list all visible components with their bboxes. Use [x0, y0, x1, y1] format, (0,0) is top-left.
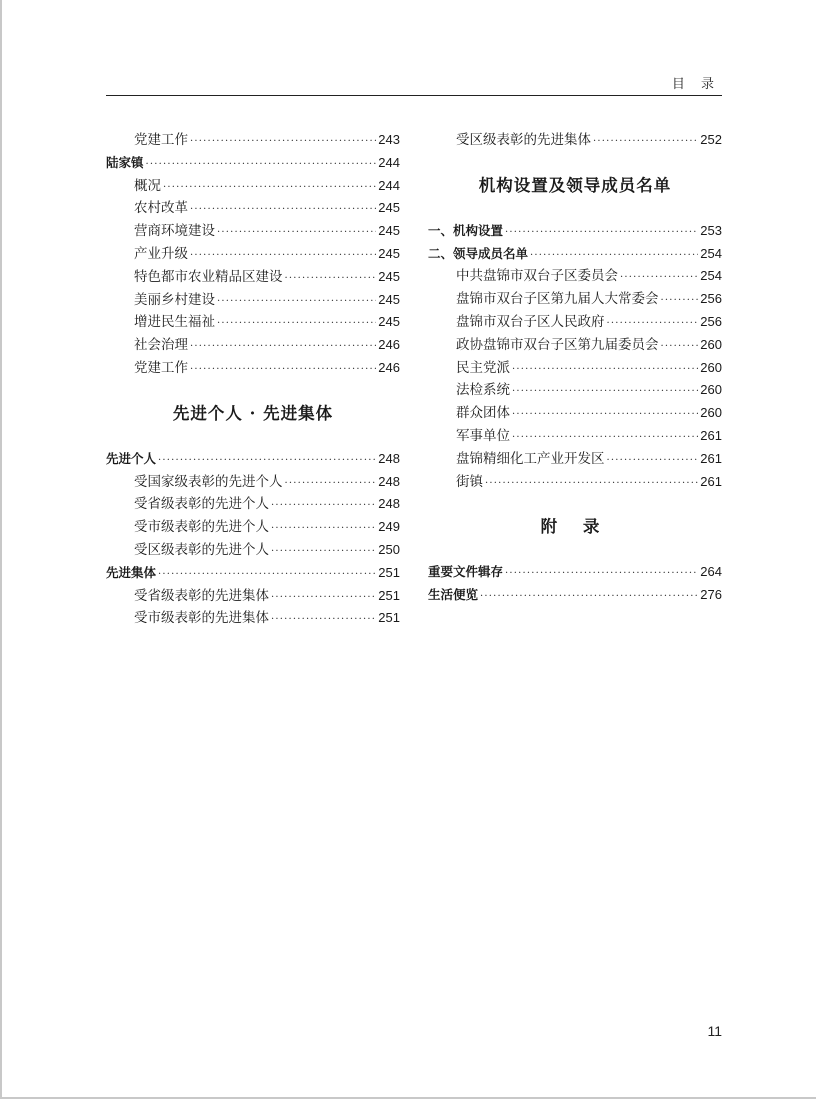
toc-entry-page: 246	[378, 337, 400, 353]
toc-block	[428, 220, 722, 494]
toc-entry[interactable]	[106, 311, 400, 334]
toc-entry-label: 受市级表彰的先进集体	[134, 610, 269, 627]
toc-entry[interactable]	[106, 562, 400, 585]
dot-leader	[217, 313, 376, 336]
toc-entry-page: 245	[378, 245, 400, 261]
toc-entry-label: 特色都市农业精品区建设	[134, 268, 283, 285]
dot-leader	[217, 222, 376, 245]
toc-entry-page: 243	[378, 132, 400, 147]
toc-entry-page: 260	[700, 382, 722, 398]
toc-entry[interactable]	[428, 357, 722, 380]
toc-entry-label: 中共盘锦市双台子区委员会	[456, 268, 618, 285]
dot-leader	[271, 541, 376, 564]
toc-entry-page: 260	[700, 405, 722, 421]
dot-leader	[607, 450, 699, 473]
toc-entry-label: 概况	[134, 177, 161, 194]
toc-entry[interactable]	[106, 175, 400, 198]
toc-entry-page: 256	[700, 313, 722, 329]
toc-entry[interactable]	[106, 152, 400, 175]
dot-leader	[505, 563, 698, 586]
toc-entry-page: 245	[378, 268, 400, 284]
toc-entry[interactable]	[106, 585, 400, 608]
dot-leader	[271, 609, 376, 632]
toc-entry[interactable]	[106, 129, 400, 152]
dot-leader	[512, 404, 698, 427]
dot-leader	[505, 222, 698, 245]
toc-entry-page: 261	[700, 427, 722, 443]
toc-entry-page: 245	[378, 223, 400, 239]
toc-entry[interactable]	[106, 357, 400, 380]
dot-leader	[285, 268, 377, 291]
toc-entry-label: 盘锦市双台子区第九届人大常委会	[456, 291, 659, 308]
section-title-advanced: 先进个人 · 先进集体	[172, 403, 334, 423]
toc-entry-page: 245	[378, 291, 400, 307]
dot-leader	[512, 381, 698, 404]
toc-entry[interactable]	[106, 197, 400, 220]
dot-leader	[217, 291, 376, 314]
toc-entry-label: 军事单位	[456, 427, 510, 444]
toc-entry-label: 受区级表彰的先进个人	[134, 541, 269, 558]
toc-entry-label: 法检系统	[456, 382, 510, 399]
toc-entry[interactable]	[428, 129, 722, 152]
dot-leader	[661, 336, 699, 359]
toc-entry-label: 美丽乡村建设	[134, 291, 215, 308]
toc-entry-page: 251	[378, 564, 400, 580]
toc-entry[interactable]	[428, 265, 722, 288]
page-frame-left	[0, 0, 2, 1099]
dot-leader	[512, 427, 698, 450]
toc-entry[interactable]	[106, 539, 400, 562]
toc-entry-label: 受省级表彰的先进个人	[134, 496, 269, 513]
toc-entry-label: 受国家级表彰的先进个人	[134, 473, 283, 490]
toc-entry-page: 248	[378, 450, 400, 466]
toc-entry-label: 党建工作	[134, 132, 188, 148]
toc-entry[interactable]	[106, 266, 400, 289]
dot-leader	[158, 564, 376, 587]
dot-leader	[190, 245, 376, 268]
toc-entry[interactable]	[106, 243, 400, 266]
toc-entry-page: 260	[700, 336, 722, 352]
section-title-organization: 机构设置及领导成员名单	[478, 175, 672, 195]
page-number: 11	[707, 1023, 722, 1039]
toc-entry-label: 街镇	[456, 473, 483, 490]
toc-entry[interactable]	[428, 425, 722, 448]
dot-leader	[530, 245, 698, 268]
dot-leader	[190, 131, 376, 154]
toc-block	[428, 129, 722, 152]
toc-entry[interactable]	[106, 471, 400, 494]
toc-entry-page: 248	[378, 473, 400, 489]
dot-leader	[512, 359, 698, 382]
dot-leader	[593, 131, 698, 154]
toc-entry-label: 民主党派	[456, 359, 510, 376]
toc-entry[interactable]	[106, 516, 400, 539]
toc-entry[interactable]	[106, 334, 400, 357]
toc-entry-page: 253	[700, 222, 722, 238]
toc-entry-label: 社会治理	[134, 337, 188, 354]
dot-leader	[146, 154, 376, 177]
toc-entry-page: 245	[378, 314, 400, 330]
toc-block	[106, 448, 400, 630]
toc-entry[interactable]	[428, 448, 722, 471]
dot-leader	[271, 587, 376, 610]
toc-entry[interactable]	[428, 379, 722, 402]
toc-entry-label: 产业升级	[134, 245, 188, 262]
toc-entry-label: 一、机构设置	[428, 222, 504, 238]
toc-entry-page: 252	[700, 132, 722, 147]
toc-entry[interactable]	[428, 402, 722, 425]
dot-leader	[190, 336, 376, 359]
toc-entry-page: 260	[700, 359, 722, 375]
toc-entry-page: 261	[700, 450, 722, 466]
dot-leader	[285, 473, 377, 496]
toc-entry-page: 256	[700, 291, 722, 307]
toc-entry-label: 先进个人	[106, 450, 157, 466]
toc-entry-page: 261	[700, 473, 722, 489]
toc-entry-page: 250	[378, 541, 400, 557]
toc-entry[interactable]	[106, 493, 400, 516]
toc-entry[interactable]	[106, 289, 400, 312]
toc-block	[428, 561, 722, 607]
toc-entry-label: 受区级表彰的先进集体	[456, 132, 591, 148]
toc-entry-page: 251	[378, 587, 400, 603]
toc-block	[106, 129, 400, 380]
toc-entry[interactable]	[428, 243, 722, 266]
toc-entry[interactable]	[428, 561, 722, 584]
toc-entry-label: 陆家镇	[106, 154, 144, 170]
toc-entry-page: 254	[700, 245, 722, 261]
toc-entry-label: 生活便览	[428, 587, 479, 603]
dot-leader	[271, 495, 376, 518]
dot-leader	[607, 313, 699, 336]
toc-entry[interactable]	[428, 311, 722, 334]
toc-entry-label: 增进民生福祉	[134, 314, 215, 331]
dot-leader	[163, 177, 376, 200]
header-rule	[106, 95, 722, 96]
toc-entry[interactable]	[428, 471, 722, 494]
toc-entry-label: 党建工作	[134, 359, 188, 376]
toc-entry[interactable]	[428, 334, 722, 357]
dot-leader	[620, 267, 698, 290]
toc-entry[interactable]	[106, 448, 400, 471]
toc-entry[interactable]	[428, 288, 722, 311]
dot-leader	[158, 450, 376, 473]
toc-entry-label: 营商环境建设	[134, 223, 215, 240]
toc-entry-page: 244	[378, 154, 400, 170]
toc-entry-page: 246	[378, 359, 400, 375]
toc-entry-label: 盘锦精细化工产业开发区	[456, 450, 605, 467]
toc-entry[interactable]	[106, 220, 400, 243]
toc-entry-label: 先进集体	[106, 564, 157, 580]
toc-entry-label: 受省级表彰的先进集体	[134, 587, 269, 604]
running-head: 目 录	[671, 77, 720, 92]
dot-leader	[485, 473, 698, 496]
toc-entry[interactable]	[428, 220, 722, 243]
toc-entry-page: 249	[378, 519, 400, 535]
toc-entry-label: 受市级表彰的先进个人	[134, 519, 269, 536]
toc-entry-label: 政协盘锦市双台子区第九届委员会	[456, 336, 659, 353]
toc-entry-label: 重要文件辑存	[428, 564, 504, 580]
toc-entry-label: 二、领导成员名单	[428, 245, 529, 261]
dot-leader	[190, 359, 376, 382]
toc-entry-page: 248	[378, 496, 400, 512]
dot-leader	[190, 199, 376, 222]
toc-entry-page: 254	[700, 268, 722, 284]
section-title-appendix: 附 录	[540, 517, 610, 537]
toc-entry-page: 251	[378, 610, 400, 626]
toc-entry-label: 农村改革	[134, 200, 188, 217]
toc-left-column	[106, 129, 400, 630]
toc-entry[interactable]	[428, 584, 722, 607]
toc-entry-page: 276	[700, 587, 722, 603]
toc-entry-page: 244	[378, 177, 400, 193]
dot-leader	[480, 586, 698, 609]
toc-entry[interactable]	[106, 607, 400, 630]
toc-entry-label: 盘锦市双台子区人民政府	[456, 313, 605, 330]
toc-entry-label: 群众团体	[456, 405, 510, 422]
toc-right-column	[428, 129, 722, 607]
toc-entry-page: 245	[378, 200, 400, 216]
dot-leader	[661, 290, 699, 313]
toc-entry-page: 264	[700, 564, 722, 580]
dot-leader	[271, 518, 376, 541]
